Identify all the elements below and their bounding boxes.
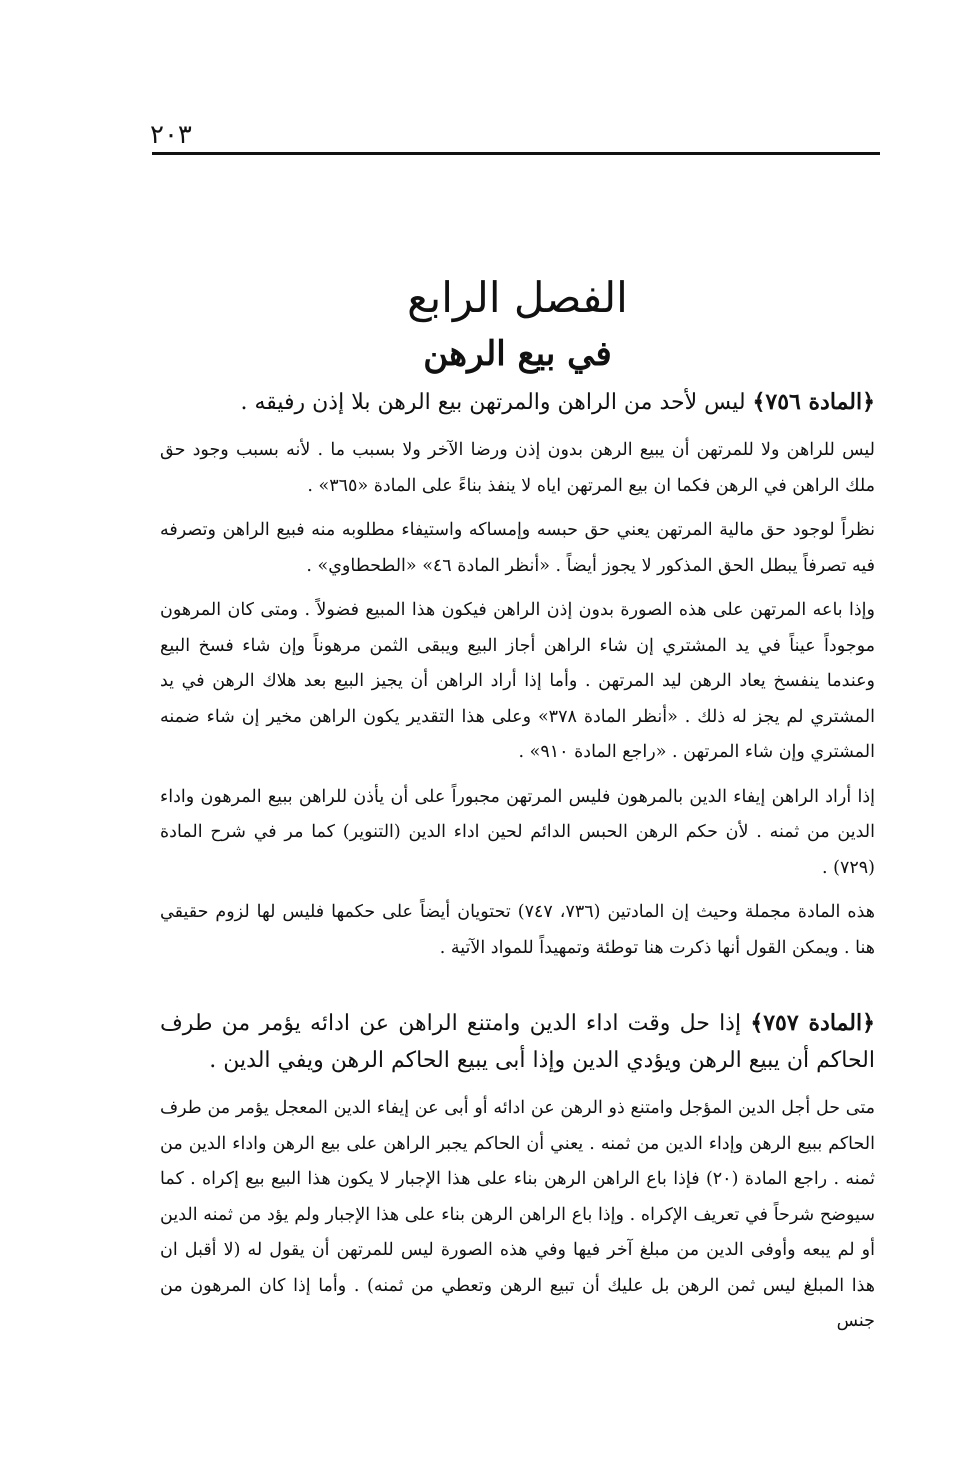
paragraph: ليس للراهن ولا للمرتهن أن يبيع الرهن بدون إذن ورضا الآخر ولا بسبب ما . لأنه بسبب وجود حق ملك الراهن في الرهن فكما ان بيع المرتهن اياه لا ينفذ بناءً على المادة «٣٦٥» . (160, 440, 875, 496)
chapter-subtitle: في بيع الرهن (423, 334, 612, 374)
page-number: ٢٠٣ (150, 120, 192, 150)
paragraph: وإذا باعه المرتهن على هذه الصورة بدون إذن الراهن فيكون هذا المبيع فضولاً . ومتى كان المرهون موجوداً عيناً في يد المشتري إن شاء الراهن أجاز البيع ويبقى الثمن مرهوناً وإن شاء فسخ البيع وعندما ينفسخ يعاد الرهن ليد المرتهن . وأما إذا أراد الراهن أن يجيز البيع بعد هلاك الرهن في يد المشتري لم يجز له ذلك . «أنظر المادة ٣٧٨» وعلى هذا التقدير يكون الراهن مخير إن شاء ضمنه المشتري وإن شاء المرتهن . «راجع المادة ٩١٠» . (160, 600, 875, 762)
article-757-number: ﴿المادة ٧٥٧﴾ (750, 1010, 875, 1036)
article-756-text: ليس لأحد من الراهن والمرتهن بيع الرهن بلا إذن رفيقه . (240, 390, 746, 415)
section-spacer (160, 975, 875, 1005)
paragraph: هذه المادة مجملة وحيث إن المادتين (٧٣٦، ٧٤٧) تحتويان أيضاً على حكمها فليس لها لزوم حقيقي هنا . ويمكن القول أنها ذكرت هنا توطئة وتمهيداً للمواد الآتية . (160, 902, 875, 958)
header-rule (152, 152, 880, 155)
paragraph: إذا أراد الراهن إيفاء الدين بالمرهون فليس المرتهن مجبوراً على أن يأذن للراهن ببيع المرهون واداء الدين من ثمنه . لأن حكم الرهن الحبس الدائم لحين اداء الدين (التنوير) كما مر في شرح المادة (٧٢٩) . (160, 786, 875, 878)
chapter-title: الفصل الرابع (407, 273, 628, 322)
paragraph: نظراً لوجود حق مالية المرتهن يعني حق حبسه وإمساكه واستيفاء مطلوبه منه فبيع الراهن وتصرفه فيه تصرفاً يبطل الحق المذكور لا يجوز أيضاً . «أنظر المادة ٤٦» «الطحطاوي» . (160, 520, 875, 576)
article-757-heading (160, 1005, 875, 1079)
article-756-heading (160, 384, 875, 421)
article-756-number: ﴿المادة ٧٥٦﴾ (752, 389, 875, 415)
paragraph: متى حل أجل الدين المؤجل وامتنع ذو الرهن عن ادائه أو أبى عن إيفاء الدين المعجل يؤمر من طرف الحاكم ببيع الرهن وإداء الدين من ثمنه . يعني أن الحاكم يجبر الراهن على بيع الرهن واداء الدين من ثمنه . راجع المادة (٢٠) فإذا باع الراهن الرهن بناء على هذا الإجبار لا يكون هذا البيع بيع إكراه . كما سيوضح شرحاً في تعريف الإكراه . وإذا باع الراهن الرهن بناء على هذا الإجبار ولم يؤد من ثمنه الدين أو لم يبعه وأوفى الدين من مبلغ آخر فيها وفي هذه الصورة ليس للمرتهن أن يقول له (لا أقبل ان هذا المبلغ ليس ثمن الرهن بل عليك أن تبيع الرهن وتعطي من ثمنه) . وأما إذا كان المرهون من جنس (160, 1098, 876, 1331)
page-content (160, 270, 875, 1349)
article-757-text: إذا حل وقت اداء الدين وامتنع الراهن عن ادائه يؤمر من طرف الحاكم أن يبيع الرهن ويؤدي الدين وإذا أبى يبيع الحاكم الرهن ويفي الدين . (160, 1011, 875, 1073)
